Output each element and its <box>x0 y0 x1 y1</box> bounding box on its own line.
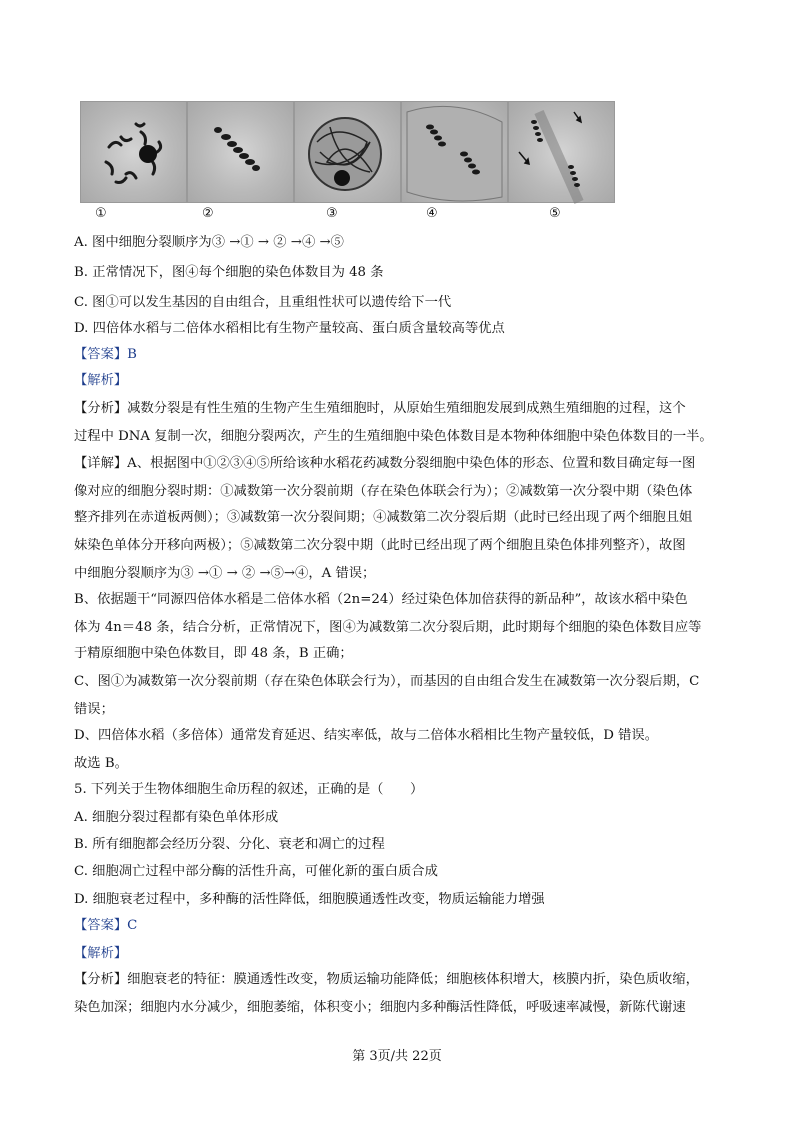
figure-label: ④ <box>426 206 438 221</box>
q5-option-b: B. 所有细胞都会经历分裂、分化、衰老和凋亡的过程 <box>74 837 385 852</box>
meiosis-micrograph-strip <box>80 101 616 203</box>
q5-analysis-line: 染色加深；细胞内水分减少，细胞萎缩，体积变小；细胞内多种酶活性降低，呼吸速率减慢，新陈代谢速 <box>74 1000 686 1015</box>
micrograph-2 <box>187 101 294 203</box>
figure-labels <box>0 206 794 224</box>
q4-analysis-line: 中细胞分裂顺序为③ →① → ② →⑤→④，A 错误； <box>74 566 376 581</box>
q4-analysis-line: 【分析】减数分裂是有性生殖的生物产生生殖细胞时，从原始生殖细胞发展到成熟生殖细胞的过程，这个 <box>74 401 686 416</box>
q4-analysis-line: B、依据题干“同源四倍体水稻是二倍体水稻（2n=24）经过染色体加倍获得的新品种”，故该水稻中染色 <box>74 592 688 607</box>
q4-analysis-line: D、四倍体水稻（多倍体）通常发育延迟、结实率低，故与二倍体水稻相比生物产量较低，D 错误。 <box>74 728 659 743</box>
q4-option-a: A. 图中细胞分裂顺序为③ →① → ② →④ →⑤ <box>74 235 344 250</box>
q4-analysis-line: C、图①为减数第一次分裂前期（存在染色体联会行为），而基因的自由组合发生在减数第一次分裂后期，C <box>74 674 700 689</box>
q4-analysis-heading: 【解析】 <box>74 373 128 388</box>
q4-option-b: B. 正常情况下，图④每个细胞的染色体数目为 48 条 <box>74 265 384 280</box>
figure-label: ② <box>202 206 214 221</box>
q4-analysis-line: 体为 4n＝48 条，结合分析，正常情况下，图④为减数第二次分裂后期，此时期每个细胞的染色体数目应等 <box>74 620 702 635</box>
q4-analysis-line: 整齐排列在赤道板两侧）；③减数第一次分裂间期；④减数第二次分裂后期（此时已经出现了两个细胞且姐 <box>74 510 693 525</box>
q5-answer: 【答案】C <box>74 918 138 933</box>
q5-analysis-line: 【分析】细胞衰老的特征：膜通透性改变，物质运输功能降低；细胞核体积增大，核膜内折，染色质收缩， <box>74 972 699 987</box>
q4-analysis-line: 【详解】A、根据图中①②③④⑤所给该种水稻花药减数分裂细胞中染色体的形态、位置和数目确定每一图 <box>74 456 696 471</box>
figure-label: ③ <box>326 206 338 221</box>
q5-option-c: C. 细胞凋亡过程中部分酶的活性升高，可催化新的蛋白质合成 <box>74 864 438 879</box>
micrograph-4 <box>401 101 508 203</box>
q4-analysis-line: 妹染色单体分开移向两极）；⑤减数第二次分裂中期（此时已经出现了两个细胞且染色体排列整齐），故图 <box>74 538 686 553</box>
q4-option-d: D. 四倍体水稻与二倍体水稻相比有生物产量较高、蛋白质含量较高等优点 <box>74 321 505 336</box>
micrograph-1 <box>80 101 187 203</box>
q4-analysis-line: 于精原细胞中染色体数目，即 48 条，B 正确； <box>74 646 353 661</box>
micrograph-5 <box>508 101 615 203</box>
q5-option-a: A. 细胞分裂过程都有染色单体形成 <box>74 810 279 825</box>
q4-analysis-line: 过程中 DNA 复制一次，细胞分裂两次，产生的生殖细胞中染色体数目是本物种体细胞中染色体数目的一半。 <box>74 429 713 444</box>
q5-stem: 5. 下列关于生物体细胞生命历程的叙述，正确的是（ ） <box>74 782 424 797</box>
q4-option-c: C. 图①可以发生基因的自由组合，且重组性状可以遗传给下一代 <box>74 295 452 310</box>
q4-analysis-line: 错误； <box>74 702 114 717</box>
q4-analysis-line: 故选 B。 <box>74 756 128 771</box>
q4-analysis-line: 像对应的细胞分裂时期：①减数第一次分裂前期（存在染色体联会行为）；②减数第一次分裂中期（染色体 <box>74 484 693 499</box>
q5-option-d: D. 细胞衰老过程中，多种酶的活性降低，细胞膜通透性改变，物质运输能力增强 <box>74 892 545 907</box>
page-footer: 第 3页/共 22页 <box>352 1049 442 1064</box>
micrograph-3 <box>294 101 401 203</box>
q5-analysis-heading: 【解析】 <box>74 946 128 961</box>
figure-label: ⑤ <box>549 206 561 221</box>
figure-label: ① <box>95 206 107 221</box>
q4-answer: 【答案】B <box>74 347 137 362</box>
